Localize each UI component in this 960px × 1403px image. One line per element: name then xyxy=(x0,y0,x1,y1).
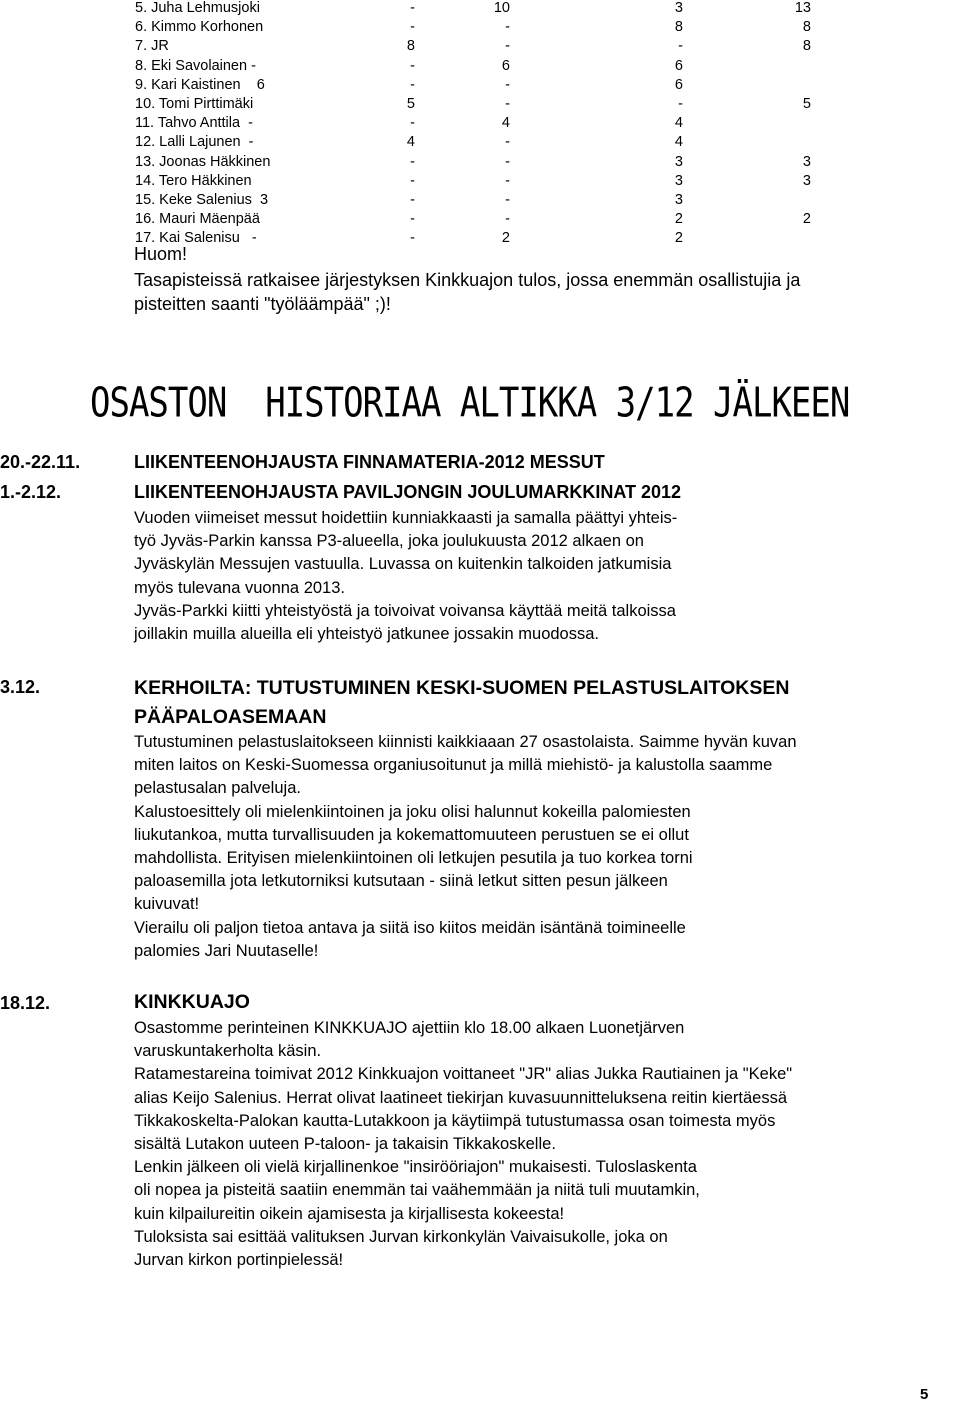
standings-name: 9. Kari Kaistinen 6 xyxy=(135,76,265,93)
standings-score: 5 xyxy=(802,96,811,112)
standings-score: 8 xyxy=(674,19,683,36)
standings-score: 4 xyxy=(406,134,415,151)
standings-score: 6 xyxy=(501,57,510,74)
standings-score: - xyxy=(410,115,415,132)
event-heading: LIIKENTEENOHJAUSTA FINNAMATERIA-2012 MESSUT xyxy=(134,452,605,472)
standings-score: 3 xyxy=(674,153,683,170)
standings-score: 6 xyxy=(674,76,683,93)
standings-score: 4 xyxy=(674,134,683,151)
standings-score: - xyxy=(505,172,510,189)
standings-score: 3 xyxy=(802,153,811,170)
standings-score: 2 xyxy=(674,211,683,228)
standings-score: - xyxy=(410,76,415,93)
standings-score: 3 xyxy=(674,172,683,189)
standings-score: - xyxy=(410,0,415,16)
standings-score: 4 xyxy=(674,115,683,132)
standings-score: - xyxy=(410,153,415,170)
standings-score: 6 xyxy=(674,57,683,74)
standings-name: 11. Tahvo Anttila - xyxy=(135,115,253,132)
standings-score: - xyxy=(505,38,510,55)
standings-name: 8. Eki Savolainen - xyxy=(135,57,256,74)
history-title: OSASTON HISTORIAA ALTIKKA 3/12 JÄLKEEN xyxy=(90,379,850,428)
standings-score: - xyxy=(505,211,510,228)
standings-score: 2 xyxy=(674,230,683,247)
standings-name: 12. Lalli Lajunen - xyxy=(135,134,254,151)
standings-score: - xyxy=(678,96,683,112)
event-heading: KINKKUAJO xyxy=(134,991,250,1013)
standings-score: 8 xyxy=(406,38,415,55)
standings-name: 17. Kai Salenisu - xyxy=(135,230,257,247)
standings-score: - xyxy=(410,172,415,189)
standings-score: - xyxy=(678,38,683,55)
standings-score: 8 xyxy=(802,38,811,55)
standings-name: 6. Kimmo Korhonen xyxy=(135,19,264,36)
event-body: Osastomme perinteinen KINKKUAJO ajettiin klo 18.00 alkaen Luonetjärven varuskuntakerholta käsin. Ratamestareina toimivat 2012 Kinkkuajon voittaneet "JR" alias Jukka Rautiainen ja "Keke" alias Keijo Salenius. Herrat olivat laatineet tiekirjan kuvasuunnitteluksena reitin kiertäessä Tikkakoskelta-Palokan kautta-Lutakkoon ja käytiimpä tutustumassa osan toimesta myös sisältä Lutakon uuteen P-taloon- ja takaisin Tikkakoskelle. Lenkin jälkeen oli vielä kirjallinenkoe "insirööriajon" mukaisesti. Tuloslaskenta oli nopea ja pisteitä saatiin enemmän tai vaähemmään ja niitä tuli muutamkin, kuin kilpailureitin oikein ajamisesta ja kirjallisesta kokeesta! Tuloksista sai esittää valituksen Jurvan kirkonkylän Vaivaisukolle, joka on Jurvan kirkon portinpielessä! xyxy=(134,1019,793,1270)
event-date: 1.-2.12. xyxy=(0,482,62,502)
standings-score: 8 xyxy=(802,19,811,36)
standings-score: 2 xyxy=(501,230,510,247)
standings-score: 4 xyxy=(501,115,510,132)
page-number: 5 xyxy=(920,1386,929,1403)
standings-name: 5. Juha Lehmusjoki xyxy=(135,0,260,16)
standings-score: 13 xyxy=(794,0,811,16)
standings-name: 15. Keke Salenius 3 xyxy=(135,192,269,208)
standings-score: - xyxy=(505,76,510,93)
note-heading: Huom! xyxy=(134,244,188,264)
standings-score: - xyxy=(410,192,415,208)
standings-score: - xyxy=(410,19,415,36)
event-body: Tutustuminen pelastuslaitokseen kiinnisti kaikkiaaan 27 osastolaista. Saimme hyvän kuvan miten laitos on Keski-Suomessa organiusoitunut ja millä miehistö- ja kalustolla saamme pelastusalan palveluja. Kalustoesittely oli mielenkiintoinen ja joku olisi halunnut kokeilla palomiesten liukutankoa, mutta turvallisuuden ja kokemattomuuteen perustuen se ei ollut mahdollista. Erityisen mielenkiintoinen oli letkujen pesutila ja tuo korkea torni paloasemilla jota letkutorniksi kutsutaan - siinä letkut sitten pesun jälkeen kuivuvat! Vierailu oli paljon tietoa antava ja siitä iso kiitos meidän isäntänä toimineelle palomies Jari Nuutaselle! xyxy=(134,733,797,960)
standings-name: 16. Mauri Mäenpää xyxy=(135,211,260,228)
standings-score: 3 xyxy=(674,0,683,16)
standings-name: 14. Tero Häkkinen xyxy=(135,172,252,189)
standings-score: 2 xyxy=(802,211,811,228)
standings-score: - xyxy=(505,192,510,208)
event-date: 3.12. xyxy=(0,677,41,697)
standings-score: - xyxy=(505,19,510,36)
standings-score: 3 xyxy=(674,192,683,208)
tiebreak-note: Tasapisteissä ratkaisee järjestyksen Kinkkuajon tulos, jossa enemmän osallistujia ja pisteitten saanti "työläämpää" ;)! xyxy=(134,270,801,314)
standings-score: - xyxy=(410,230,415,247)
standings-name: 13. Joonas Häkkinen xyxy=(135,153,271,170)
standings-score: - xyxy=(410,211,415,228)
standings-score: 5 xyxy=(406,96,415,112)
event-heading: LIIKENTEENOHJAUSTA PAVILJONGIN JOULUMARKKINAT 2012 xyxy=(134,482,682,502)
standings-score: - xyxy=(505,96,510,112)
event-date: 20.-22.11. xyxy=(0,452,81,472)
standings-score: 10 xyxy=(493,0,510,16)
standings-score: 3 xyxy=(802,172,811,189)
standings-score: - xyxy=(505,134,510,151)
standings-name: 7. JR xyxy=(135,38,169,55)
event-heading-continued: PÄÄPALOASEMAAN xyxy=(134,706,327,728)
event-heading: KERHOILTA: TUTUSTUMINEN KESKI-SUOMEN PELASTUSLAITOKSEN xyxy=(134,677,790,699)
event-date: 18.12. xyxy=(0,993,51,1013)
standings-name: 10. Tomi Pirttimäki xyxy=(135,96,254,112)
event-body: Vuoden viimeiset messut hoidettiin kunniakkaasti ja samalla päättyi yhteis- työ Jyväs-Parkin kanssa P3-alueella, joka joulukuusta 2012 alkaen on Jyväskylän Messujen vastuulla. Luvassa on kuitenkin talkoiden jatkumisia myös tulevana vuonna 2013. Jyväs-Parkki kiitti yhteistyöstä ja toivoivat voivansa käyttää meitä talkoissa joillakin muilla alueilla eli yhteistyö jatkunee jossakin muodossa. xyxy=(134,509,678,644)
standings-score: - xyxy=(505,153,510,170)
standings-score: - xyxy=(410,57,415,74)
